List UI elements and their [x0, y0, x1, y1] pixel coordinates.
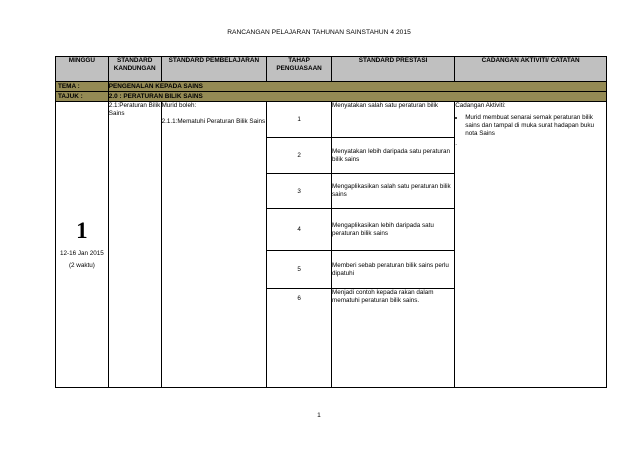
standard-pembelajaran-cell — [161, 102, 267, 388]
level-description: Menjadi contoh kepada rakan dalam mematuhi peraturan bilik sains. — [332, 289, 455, 388]
week-dates: 12-16 Jan 2015 — [60, 249, 104, 257]
activity-list — [455, 114, 606, 138]
page-number: 1 — [317, 412, 321, 419]
tema-label: TEMA : — [56, 82, 109, 92]
tajuk-value: 2.0 : PERATURAN BILIK SAINS — [108, 92, 606, 102]
level-description: Menyatakan salah satu peraturan bilik — [332, 102, 455, 138]
cadangan-cell — [455, 102, 607, 388]
level-number: 6 — [267, 289, 332, 388]
header-tahap-penguasaan: TAHAP PENGUASAAN — [267, 57, 332, 82]
tema-value: PENGENALAN KEPADA SAINS — [108, 82, 606, 92]
pembelajaran-item: 2.1.1:Mematuhi Peraturan Bilik Sains — [161, 118, 266, 125]
cadangan-trailing: . — [455, 140, 457, 147]
level-number: 5 — [267, 251, 332, 289]
activity-item: • Murid membuat senarai semak peraturan bilik sains dan tampal di muka surat hadapan buku nota Sains — [465, 114, 606, 138]
tajuk-row — [56, 92, 607, 102]
header-minggu: MINGGU — [56, 57, 109, 82]
document-title: RANCANGAN PELAJARAN TAHUNAN SAINSTAHUN 4 2015 — [227, 29, 411, 36]
header-row — [56, 57, 607, 82]
pembelajaran-intro: Murid boleh: — [161, 102, 197, 109]
header-standard-pembelajaran: STANDARD PEMBELAJARAN — [161, 57, 267, 82]
standard-kandungan-cell: 2.1:Peraturan Bilik Sains — [108, 102, 161, 388]
lesson-plan-table — [55, 56, 607, 388]
header-standard-kandungan: STANDARD KANDUNGAN — [108, 57, 161, 82]
level-number: 3 — [267, 174, 332, 209]
level-description: Mengaplikasikan lebih daripada satu peraturan bilik sains — [332, 209, 455, 251]
level-description: Memberi sebab peraturan bilik sains perlu dipatuhi — [332, 251, 455, 289]
level-row — [56, 102, 607, 138]
header-cadangan: CADANGAN AKTIVITI/ CATATAN — [455, 57, 607, 82]
week-number: 1 — [76, 217, 88, 243]
tajuk-label: TAJUK : — [56, 92, 109, 102]
tema-row — [56, 82, 607, 92]
level-description: Mengaplikasikan salah satu peraturan bilik sains — [332, 174, 455, 209]
week-duration: (2 waktu) — [68, 261, 95, 269]
level-number: 1 — [267, 102, 332, 138]
level-number: 2 — [267, 138, 332, 174]
week-cell — [56, 102, 109, 388]
level-description: Menyatakan lebih daripada satu peraturan bilik sains — [332, 138, 455, 174]
level-number: 4 — [267, 209, 332, 251]
header-standard-prestasi: STANDARD PRESTASI — [332, 57, 455, 82]
cadangan-heading: Cadangan Aktiviti: — [455, 102, 506, 109]
